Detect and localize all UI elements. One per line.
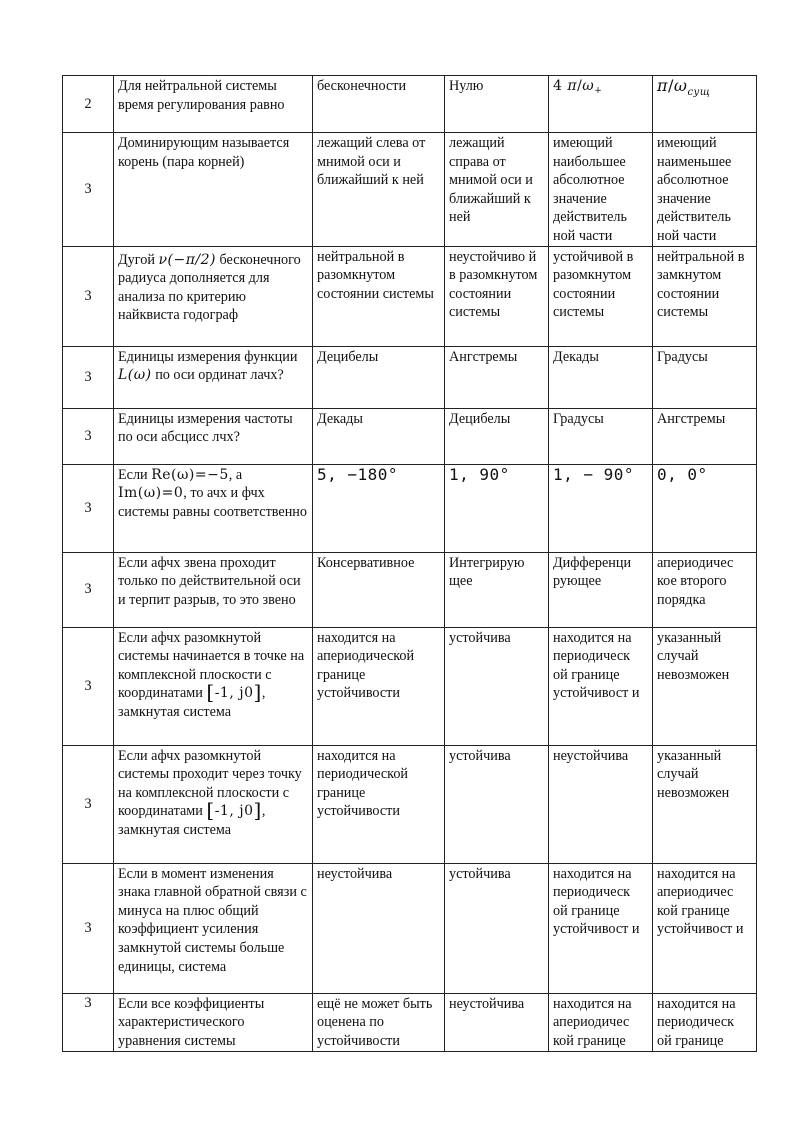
question-text: Если афчх разомкнутой системы начинается в точке на комплексной плоскости с координатами [-1, j0], замкнутая система: [114, 627, 313, 745]
table-row: [63, 627, 757, 745]
answer-d: находится на апериодичес кой границе устойчивост и: [653, 863, 757, 993]
table-row: [63, 346, 757, 408]
question-weight: 3: [63, 627, 114, 745]
question-text: Единицы измерения функции L(ω) по оси ординат лачх?: [114, 346, 313, 408]
answer-d: нейтральной в замкнутом состоянии системы: [653, 246, 757, 346]
question-text: Если Re(ω)=−5, а Im(ω)=0, то ачх и фчх системы равны соответственно: [114, 464, 313, 552]
question-weight: 3: [63, 133, 114, 247]
answer-b: Интегрирую щее: [445, 552, 549, 627]
answer-a: неустойчива: [313, 863, 445, 993]
answer-c: 1, − 90°: [549, 464, 653, 552]
answer-c: 4 $\pi/\omega_+$: [549, 76, 653, 133]
answer-b: устойчива: [445, 745, 549, 863]
answer-a: находится на периодической границе устойчивости: [313, 745, 445, 863]
question-text: Если афчх разомкнутой системы проходит через точку на комплексной плоскости с координатами [-1, j0], замкнутая система: [114, 745, 313, 863]
answer-a: Децибелы: [313, 346, 445, 408]
answer-a: находится на апериодической границе устойчивости: [313, 627, 445, 745]
answer-a: Декады: [313, 408, 445, 464]
answer-b: Децибелы: [445, 408, 549, 464]
question-text: Доминирующим называется корень (пара корней): [114, 133, 313, 247]
question-text: Если в момент изменения знака главной обратной связи с минуса на плюс общий коэффициент усиления замкнутой системы больше единицы, система: [114, 863, 313, 993]
answer-c: находится на периодическ ой границе устойчивост и: [549, 627, 653, 745]
table-row: [63, 246, 757, 346]
answer-b: Нулю: [445, 76, 549, 133]
answer-a: бесконечности: [313, 76, 445, 133]
table-row: [63, 76, 757, 133]
answer-c: имеющий наибольшее абсолютное значение действитель ной части: [549, 133, 653, 247]
table-row: [63, 993, 757, 1051]
answer-d: Ангстремы: [653, 408, 757, 464]
question-text: Дугой ν(−π/2) бесконечного радиуса дополняется для анализа по критерию найквиста годограф: [114, 246, 313, 346]
answer-b: неустойчиво й в разомкнутом состоянии системы: [445, 246, 549, 346]
question-text: Единицы измерения частоты по оси абсцисс лчх?: [114, 408, 313, 464]
answer-d: находится на периодическ ой границе: [653, 993, 757, 1051]
answer-d: апериодичес кое второго порядка: [653, 552, 757, 627]
question-weight: 3: [63, 552, 114, 627]
table-row: [63, 133, 757, 247]
table-row: [63, 408, 757, 464]
answer-c: Декады: [549, 346, 653, 408]
table-row: [63, 745, 757, 863]
answer-c: Градусы: [549, 408, 653, 464]
question-weight: 3: [63, 993, 114, 1051]
answer-d: указанный случай невозможен: [653, 745, 757, 863]
answer-b: лежащий справа от мнимой оси и ближайший к ней: [445, 133, 549, 247]
answer-b: устойчива: [445, 863, 549, 993]
answer-c: устойчивой в разомкнутом состоянии системы: [549, 246, 653, 346]
document-page: [62, 75, 757, 1052]
answer-b: устойчива: [445, 627, 549, 745]
question-weight: 3: [63, 464, 114, 552]
question-weight: 3: [63, 745, 114, 863]
answer-c: находится на периодическ ой границе устойчивост и: [549, 863, 653, 993]
answer-b: 1, 90°: [445, 464, 549, 552]
answer-a: лежащий слева от мнимой оси и ближайший к ней: [313, 133, 445, 247]
answer-c: неустойчива: [549, 745, 653, 863]
answer-c: Дифференци рующее: [549, 552, 653, 627]
question-weight: 3: [63, 408, 114, 464]
answer-d: имеющий наименьшее абсолютное значение действитель ной части: [653, 133, 757, 247]
table-row: [63, 863, 757, 993]
answer-a: Консервативное: [313, 552, 445, 627]
answer-a: нейтральной в разомкнутом состоянии системы: [313, 246, 445, 346]
answer-d: Градусы: [653, 346, 757, 408]
table-row: [63, 464, 757, 552]
question-text: Для нейтральной системы время регулирования равно: [114, 76, 313, 133]
answer-b: Ангстремы: [445, 346, 549, 408]
answer-d: 0, 0°: [653, 464, 757, 552]
answer-a: ещё не может быть оценена по устойчивости: [313, 993, 445, 1051]
answer-a: 5, −180°: [313, 464, 445, 552]
question-weight: 2: [63, 76, 114, 133]
questions-table: [62, 75, 757, 1052]
answer-d: $\pi/\omega_{сущ}$: [653, 76, 757, 133]
question-weight: 3: [63, 246, 114, 346]
answer-d: указанный случай невозможен: [653, 627, 757, 745]
question-weight: 3: [63, 863, 114, 993]
question-weight: 3: [63, 346, 114, 408]
answer-c: находится на апериодичес кой границе: [549, 993, 653, 1051]
question-text: Если все коэффициенты характеристического уравнения системы: [114, 993, 313, 1051]
answer-b: неустойчива: [445, 993, 549, 1051]
question-text: Если афчх звена проходит только по действительной оси и терпит разрыв, то это звено: [114, 552, 313, 627]
table-row: [63, 552, 757, 627]
